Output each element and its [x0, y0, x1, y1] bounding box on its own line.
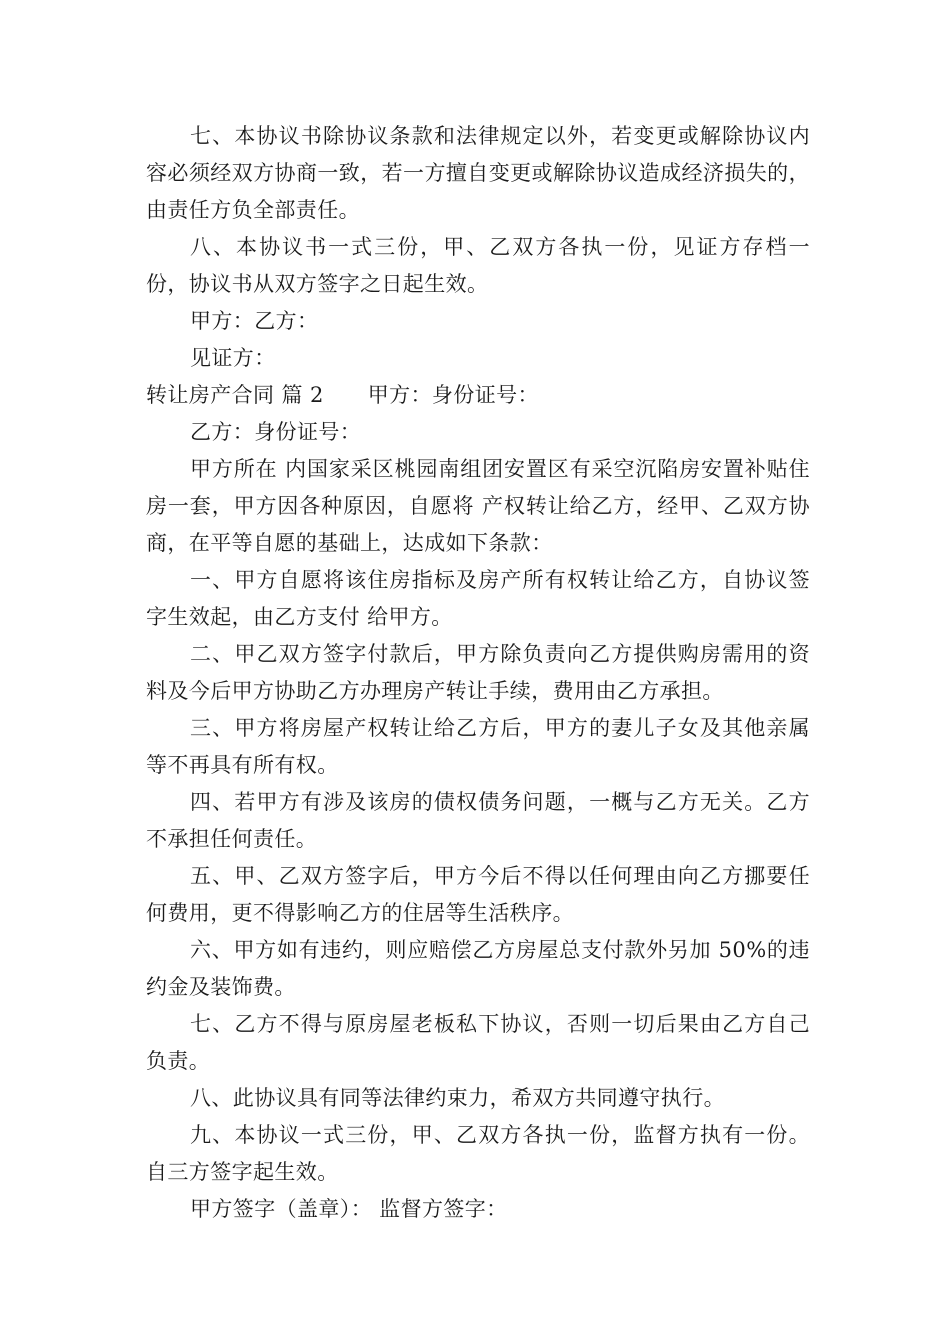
paragraph-clause-8b: 八、此协议具有同等法律约束力，希双方共同遵守执行。 — [190, 1086, 725, 1110]
paragraph-clause-5: 五、甲、乙双方签字后，甲方今后不得以任何理由向乙方挪要任何费用，更不得影响乙方的住居等生活秩序。 — [146, 864, 810, 925]
paragraph-preamble: 甲方所在 内国家采区桃园南组团安置区有采空沉陷房安置补贴住房一套，甲方因各种原因，自愿将 产权转让给乙方，经甲、乙双方协商，在平等自愿的基础上，达成如下条款： — [146, 457, 810, 555]
party-b-id-line: 乙方：身份证号： — [190, 420, 362, 444]
document-body — [146, 118, 810, 1228]
paragraph-clause-4: 四、若甲方有涉及该房的债权债务问题，一概与乙方无关。乙方不承担任何责任。 — [146, 790, 810, 851]
paragraph-clause-7b: 七、乙方不得与原房屋老板私下协议，否则一切后果由乙方自己负责。 — [146, 1012, 810, 1073]
signature-line-final: 甲方签字（盖章）： 监督方签字： — [190, 1197, 508, 1221]
section-heading-line — [146, 377, 810, 414]
paragraph-clause-8: 八、本协议书一式三份，甲、乙双方各执一份，见证方存档一份，协议书从双方签字之日起生效。 — [146, 235, 810, 296]
signature-line-witness: 见证方： — [190, 346, 276, 370]
paragraph-clause-1: 一、甲方自愿将该住房指标及房产所有权转让给乙方，自协议签字生效起，由乙方支付 给甲方。 — [146, 568, 810, 629]
paragraph-clause-7: 七、本协议书除协议条款和法律规定以外，若变更或解除协议内容必须经双方协商一致，若一方擅自变更或解除协议造成经济损失的，由责任方负全部责任。 — [146, 124, 810, 222]
paragraph-clause-3: 三、甲方将房屋产权转让给乙方后，甲方的妻儿子女及其他亲属等不再具有所有权。 — [146, 716, 810, 777]
paragraph-clause-6: 六、甲方如有违约，则应赔偿乙方房屋总支付款外另加 50%的违约金及装饰费。 — [146, 938, 810, 999]
party-a-id-line: 甲方：身份证号： — [367, 383, 539, 407]
section-heading: 转让房产合同 篇 2 — [146, 383, 324, 407]
paragraph-clause-2: 二、甲乙双方签字付款后，甲方除负责向乙方提供购房需用的资料及今后甲方协助乙方办理房产转让手续，费用由乙方承担。 — [146, 642, 810, 703]
paragraph-clause-9: 九、本协议一式三份，甲、乙双方各执一份，监督方执有一份。自三方签字起生效。 — [146, 1123, 810, 1184]
signature-line-parties: 甲方：乙方： — [190, 309, 319, 333]
